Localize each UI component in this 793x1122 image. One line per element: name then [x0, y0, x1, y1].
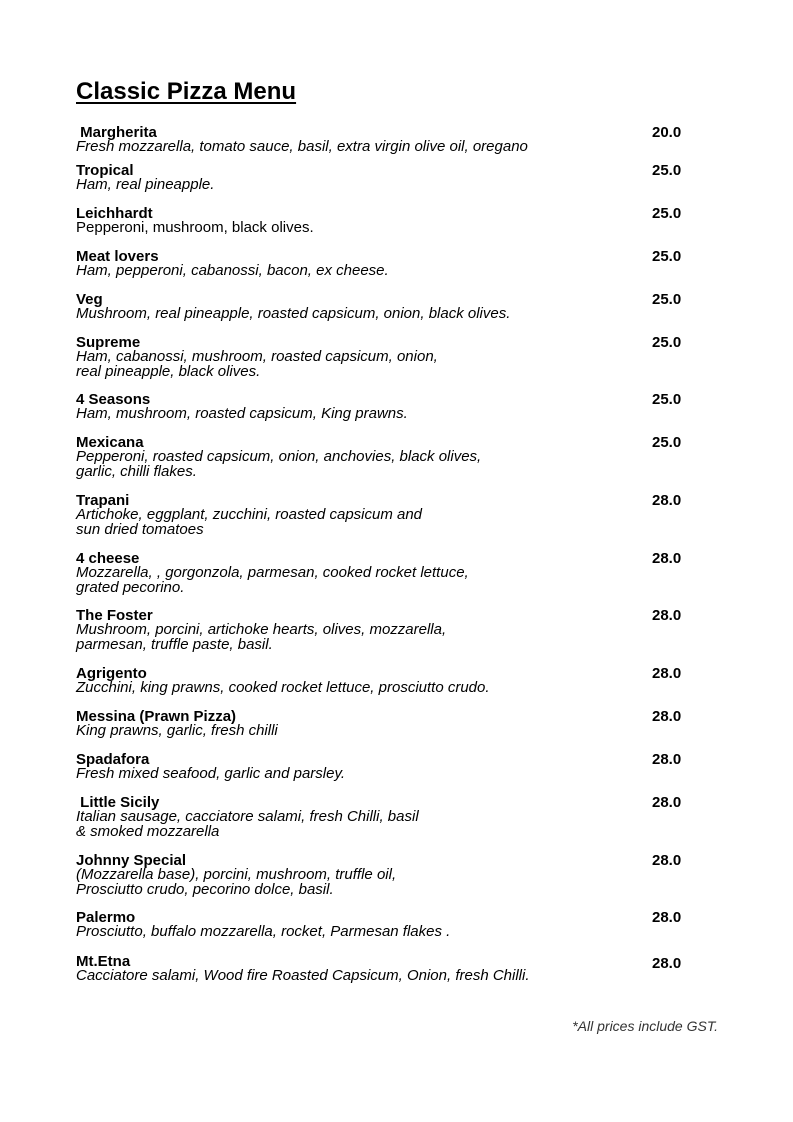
item-name: Supreme	[76, 334, 141, 351]
item-description: (Mozzarella base), porcini, mushroom, truffle oil, Prosciutto crudo, pecorino dolce, basil.	[76, 866, 397, 898]
item-description: Mozzarella, , gorgonzola, parmesan, cooked rocket lettuce, grated pecorino.	[76, 564, 469, 596]
item-price: 25.0	[652, 334, 682, 351]
item-description: Ham, real pineapple.	[76, 176, 215, 193]
item-price: 28.0	[652, 751, 682, 768]
item-name: Meat lovers	[76, 248, 159, 265]
menu-item-supreme	[76, 335, 716, 379]
item-price: 25.0	[652, 205, 682, 222]
item-description: Fresh mozzarella, tomato sauce, basil, extra virgin olive oil, oregano	[76, 138, 528, 155]
menu-item-spadafora	[76, 752, 716, 782]
item-price: 28.0	[652, 492, 682, 509]
item-name: Agrigento	[76, 665, 147, 682]
item-price: 28.0	[652, 607, 682, 624]
item-name: Messina (Prawn Pizza)	[76, 708, 237, 725]
menu-item-the-foster	[76, 608, 716, 652]
item-name: Leichhardt	[76, 205, 153, 222]
item-price: 28.0	[652, 708, 682, 725]
menu-item-mexicana	[76, 435, 716, 479]
item-description: Mushroom, porcini, artichoke hearts, olives, mozzarella, parmesan, truffle paste, basil.	[76, 621, 447, 653]
menu-item-veg	[76, 292, 716, 322]
item-name: Palermo	[76, 909, 136, 926]
item-description: Italian sausage, cacciatore salami, fresh Chilli, basil & smoked mozzarella	[76, 808, 419, 840]
item-description: Ham, cabanossi, mushroom, roasted capsicum, onion, real pineapple, black olives.	[76, 348, 438, 380]
item-name: Mexicana	[76, 434, 144, 451]
menu-item-johnny-special	[76, 853, 716, 897]
item-name: Spadafora	[76, 751, 150, 768]
item-description: Zucchini, king prawns, cooked rocket lettuce, prosciutto crudo.	[76, 679, 490, 696]
item-name: 4 Seasons	[76, 391, 151, 408]
menu-item-4-cheese	[76, 551, 716, 595]
menu-item-messina	[76, 709, 716, 739]
menu-item-palermo	[76, 910, 716, 940]
menu-item-leichhardt	[76, 206, 716, 236]
item-name: Trapani	[76, 492, 130, 509]
item-price: 25.0	[652, 248, 682, 265]
menu-item-little-sicily	[76, 795, 716, 839]
item-name: Veg	[76, 291, 103, 308]
menu-item-4-seasons	[76, 392, 716, 422]
item-price: 25.0	[652, 391, 682, 408]
menu-item-agrigento	[76, 666, 716, 696]
menu-item-meat-lovers	[76, 249, 716, 279]
item-description: Prosciutto, buffalo mozzarella, rocket, Parmesan flakes .	[76, 923, 451, 940]
item-description: Cacciatore salami, Wood fire Roasted Capsicum, Onion, fresh Chilli.	[76, 967, 530, 984]
item-description: Ham, mushroom, roasted capsicum, King prawns.	[76, 405, 408, 422]
item-description: Pepperoni, roasted capsicum, onion, anchovies, black olives, garlic, chilli flakes.	[76, 448, 482, 480]
item-name: Little Sicily	[76, 794, 160, 811]
page-title: Classic Pizza Menu	[76, 78, 297, 105]
item-name: Margherita	[76, 124, 157, 141]
item-description: Ham, pepperoni, cabanossi, bacon, ex cheese.	[76, 262, 389, 279]
item-price: 28.0	[652, 955, 682, 972]
menu-item-trapani	[76, 493, 716, 537]
item-price: 28.0	[652, 550, 682, 567]
item-description: King prawns, garlic, fresh chilli	[76, 722, 278, 739]
item-name: 4 cheese	[76, 550, 140, 567]
item-price: 28.0	[652, 794, 682, 811]
item-price: 28.0	[652, 852, 682, 869]
gst-footnote: *All prices include GST.	[572, 1018, 718, 1034]
item-price: 28.0	[652, 909, 682, 926]
item-price: 25.0	[652, 162, 682, 179]
item-description: Fresh mixed seafood, garlic and parsley.	[76, 765, 346, 782]
item-name: Mt.Etna	[76, 953, 131, 970]
menu-item-margherita	[76, 125, 716, 155]
menu-item-tropical	[76, 163, 716, 193]
item-description: Artichoke, eggplant, zucchini, roasted capsicum and sun dried tomatoes	[76, 506, 423, 538]
item-name: Tropical	[76, 162, 134, 179]
item-price: 28.0	[652, 665, 682, 682]
item-price: 25.0	[652, 291, 682, 308]
item-description: Mushroom, real pineapple, roasted capsicum, onion, black olives.	[76, 305, 511, 322]
menu-item-mt-etna	[76, 954, 716, 984]
item-name: Johnny Special	[76, 852, 187, 869]
item-price: 25.0	[652, 434, 682, 451]
item-price: 20.0	[652, 124, 682, 141]
item-description: Pepperoni, mushroom, black olives.	[76, 219, 314, 236]
item-name: The Foster	[76, 607, 153, 624]
